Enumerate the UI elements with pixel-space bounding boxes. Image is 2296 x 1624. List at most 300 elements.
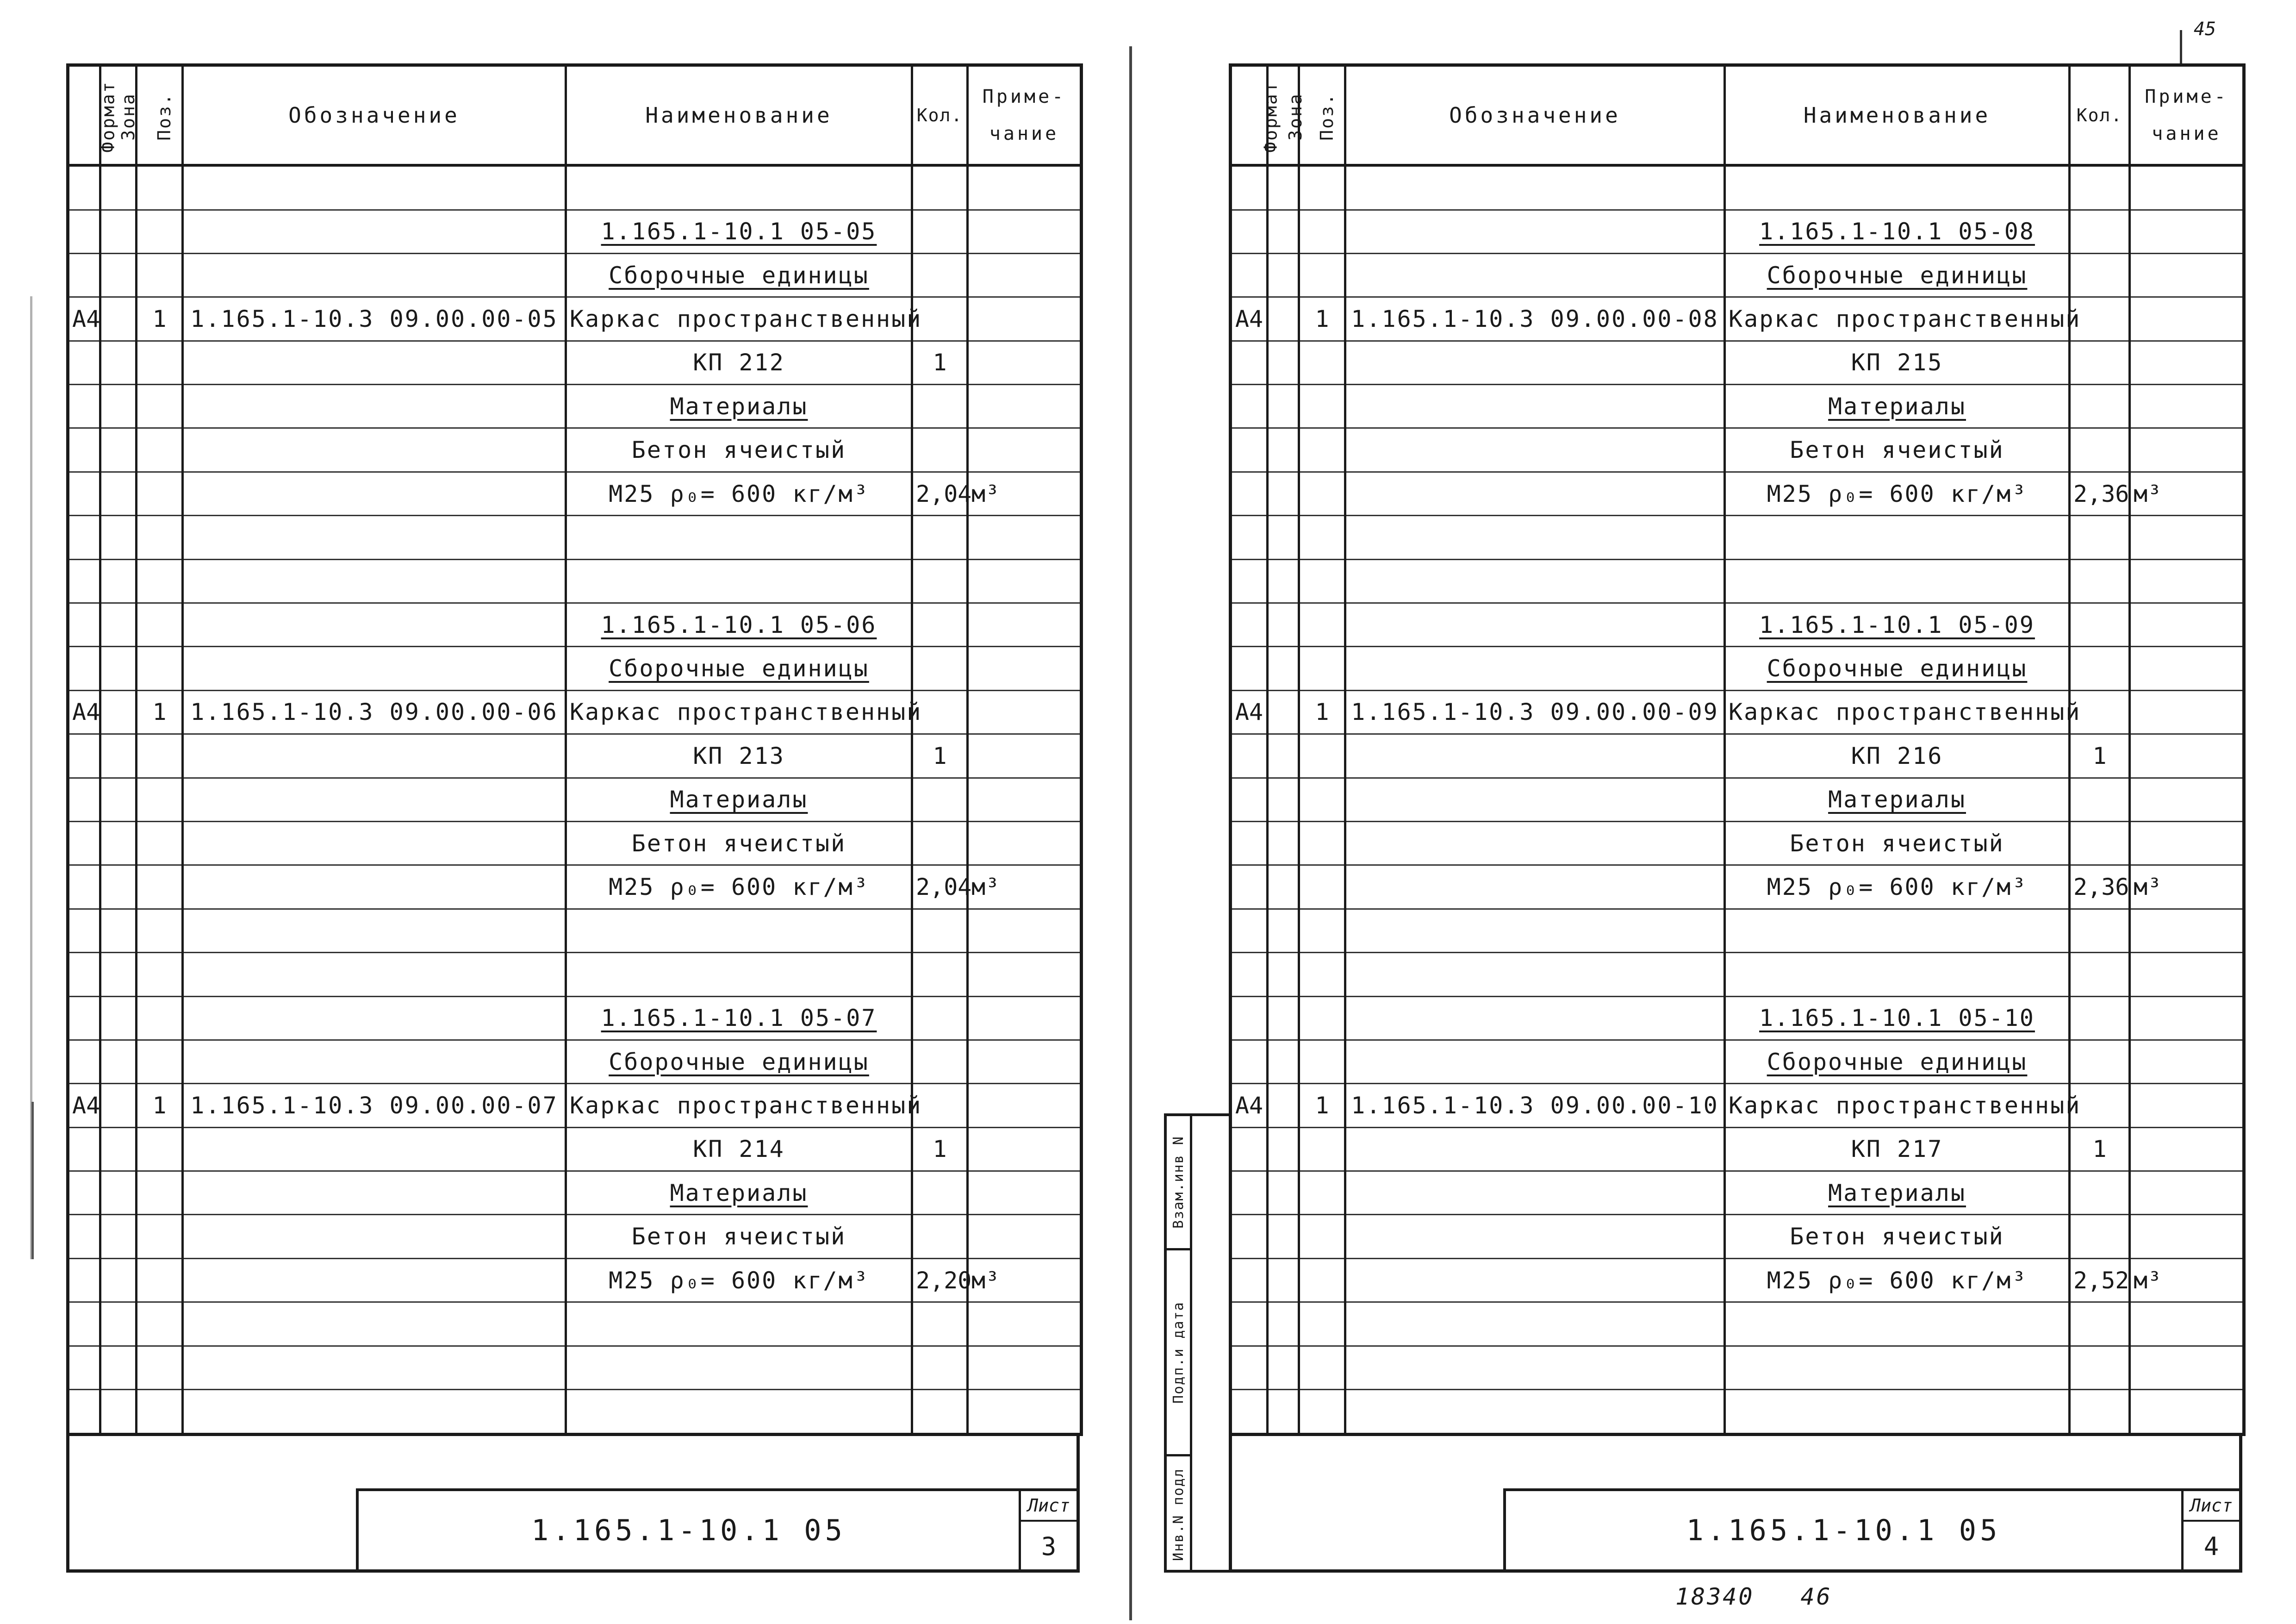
qty-cell bbox=[2070, 778, 2130, 821]
note-cell: м³ bbox=[2130, 1258, 2244, 1302]
left-binding-bracket bbox=[31, 1102, 34, 1259]
spec-body-right bbox=[1231, 165, 2244, 1435]
pos-cell: 1 bbox=[1299, 690, 1345, 734]
name-cell bbox=[566, 909, 912, 952]
col-format-header: Формат bbox=[1231, 65, 1268, 166]
zone-cell bbox=[1268, 953, 1299, 996]
title-block-box bbox=[1503, 1488, 2239, 1569]
designation-cell bbox=[183, 210, 566, 253]
zone-cell bbox=[100, 1346, 137, 1389]
col-designation-header: Обозначение bbox=[183, 65, 566, 166]
pos-cell bbox=[1299, 1346, 1345, 1389]
zone-cell bbox=[1268, 165, 1299, 210]
pos-cell bbox=[1299, 953, 1345, 996]
designation-cell bbox=[1345, 1171, 1725, 1215]
note-cell bbox=[2130, 1346, 2244, 1389]
note-cell bbox=[2130, 428, 2244, 472]
qty-cell bbox=[912, 385, 968, 428]
qty-cell bbox=[2070, 165, 2130, 210]
format-cell bbox=[68, 1258, 100, 1302]
zone-cell bbox=[100, 821, 137, 865]
note-cell bbox=[968, 1127, 1082, 1171]
archive-code: 18340 bbox=[1675, 1583, 1755, 1610]
pos-cell bbox=[1299, 647, 1345, 690]
designation-cell bbox=[1345, 647, 1725, 690]
qty-cell bbox=[2070, 210, 2130, 253]
pos-cell bbox=[1299, 516, 1345, 559]
table-row bbox=[1231, 385, 2244, 428]
zone-cell bbox=[100, 1127, 137, 1171]
name-cell: 1.165.1-10.1 05-10 bbox=[1725, 996, 2070, 1040]
sheet-right bbox=[1229, 63, 2242, 1573]
format-cell: А4 bbox=[68, 690, 100, 734]
format-cell: А4 bbox=[1231, 1084, 1268, 1127]
designation-cell bbox=[183, 1040, 566, 1083]
zone-cell bbox=[100, 472, 137, 515]
note-cell bbox=[968, 778, 1082, 821]
table-row bbox=[68, 734, 1082, 778]
designation-cell bbox=[183, 953, 566, 996]
note-cell bbox=[968, 210, 1082, 253]
note-cell bbox=[2130, 778, 2244, 821]
designation-cell bbox=[1345, 1302, 1725, 1346]
name-cell: Каркас пространственный bbox=[566, 1084, 912, 1127]
note-cell bbox=[2130, 516, 2244, 559]
designation-cell bbox=[1345, 1346, 1725, 1389]
designation-cell: 1.165.1-10.3 09.00.00-08 bbox=[1345, 297, 1725, 341]
note-cell bbox=[968, 165, 1082, 210]
note-cell bbox=[2130, 253, 2244, 297]
pos-cell bbox=[137, 165, 183, 210]
name-cell bbox=[566, 1346, 912, 1389]
header-row bbox=[68, 65, 1082, 166]
note-cell bbox=[968, 253, 1082, 297]
table-row bbox=[68, 428, 1082, 472]
table-row bbox=[68, 165, 1082, 210]
qty-cell bbox=[2070, 821, 2130, 865]
note-cell: м³ bbox=[968, 1258, 1082, 1302]
zone-cell bbox=[1268, 647, 1299, 690]
format-cell bbox=[68, 253, 100, 297]
table-row bbox=[68, 1084, 1082, 1127]
name-cell: 1.165.1-10.1 05-09 bbox=[1725, 603, 2070, 647]
designation-cell bbox=[183, 821, 566, 865]
name-cell: Материалы bbox=[1725, 1171, 2070, 1215]
pos-cell bbox=[1299, 865, 1345, 909]
qty-cell bbox=[912, 1040, 968, 1083]
table-row bbox=[68, 297, 1082, 341]
qty-cell bbox=[2070, 516, 2130, 559]
name-cell: 1.165.1-10.1 05-06 bbox=[566, 603, 912, 647]
zone-cell bbox=[100, 953, 137, 996]
pos-cell bbox=[137, 1215, 183, 1258]
col-pos-header: Поз. bbox=[137, 65, 183, 166]
zone-cell bbox=[1268, 1171, 1299, 1215]
pos-cell: 1 bbox=[137, 1084, 183, 1127]
designation-cell bbox=[1345, 603, 1725, 647]
designation-cell: 1.165.1-10.3 09.00.00-10 bbox=[1345, 1084, 1725, 1127]
name-cell: Материалы bbox=[566, 1171, 912, 1215]
qty-cell bbox=[2070, 953, 2130, 996]
format-cell bbox=[1231, 1390, 1268, 1435]
col-pos-header: Поз. bbox=[1299, 65, 1345, 166]
qty-cell bbox=[912, 516, 968, 559]
qty-cell bbox=[2070, 1040, 2130, 1083]
pos-cell bbox=[1299, 385, 1345, 428]
qty-cell bbox=[912, 1390, 968, 1435]
name-cell bbox=[1725, 1302, 2070, 1346]
qty-cell bbox=[2070, 647, 2130, 690]
qty-cell: 2,04 bbox=[912, 472, 968, 515]
note-cell bbox=[968, 1084, 1082, 1127]
zone-cell bbox=[1268, 1127, 1299, 1171]
note-cell bbox=[2130, 1390, 2244, 1435]
zone-cell bbox=[100, 341, 137, 384]
pos-cell bbox=[1299, 341, 1345, 384]
note-cell bbox=[968, 385, 1082, 428]
format-cell bbox=[1231, 559, 1268, 603]
qty-cell: 1 bbox=[2070, 734, 2130, 778]
table-row bbox=[1231, 1127, 2244, 1171]
table-row bbox=[1231, 1215, 2244, 1258]
name-cell bbox=[566, 516, 912, 559]
pos-cell bbox=[137, 821, 183, 865]
name-cell bbox=[1725, 516, 2070, 559]
zone-cell bbox=[1268, 210, 1299, 253]
designation-cell bbox=[1345, 909, 1725, 952]
qty-cell bbox=[912, 428, 968, 472]
pos-cell bbox=[1299, 253, 1345, 297]
format-cell bbox=[1231, 165, 1268, 210]
pos-cell bbox=[1299, 472, 1345, 515]
col-name-header: Наименование bbox=[566, 65, 912, 166]
sheet-number: 3 bbox=[1041, 1532, 1057, 1561]
zone-cell bbox=[1268, 385, 1299, 428]
pos-cell bbox=[137, 253, 183, 297]
pos-cell bbox=[1299, 778, 1345, 821]
qty-cell: 2,52 bbox=[2070, 1258, 2130, 1302]
pos-cell bbox=[1299, 1258, 1345, 1302]
format-cell bbox=[68, 385, 100, 428]
table-row bbox=[68, 210, 1082, 253]
note-cell bbox=[968, 1302, 1082, 1346]
format-cell bbox=[68, 996, 100, 1040]
format-cell bbox=[1231, 428, 1268, 472]
pos-cell bbox=[137, 1302, 183, 1346]
zone-cell bbox=[1268, 778, 1299, 821]
format-cell bbox=[68, 472, 100, 515]
table-row bbox=[1231, 647, 2244, 690]
header-row bbox=[1231, 65, 2244, 166]
name-cell: М25 ρ₀= 600 кг/м³ bbox=[566, 472, 912, 515]
format-cell bbox=[68, 559, 100, 603]
zone-cell bbox=[1268, 1302, 1299, 1346]
format-cell: А4 bbox=[68, 1084, 100, 1127]
table-row bbox=[68, 1258, 1082, 1302]
table-row bbox=[68, 865, 1082, 909]
format-cell bbox=[1231, 385, 1268, 428]
name-cell: Каркас пространственный bbox=[566, 690, 912, 734]
pos-cell bbox=[137, 865, 183, 909]
note-cell: м³ bbox=[2130, 472, 2244, 515]
designation-cell bbox=[183, 1258, 566, 1302]
pos-cell bbox=[1299, 1215, 1345, 1258]
col-note-header: Приме-чание bbox=[2130, 65, 2244, 166]
name-cell: Бетон ячеистый bbox=[566, 1215, 912, 1258]
note-cell bbox=[2130, 953, 2244, 996]
spec-table-right bbox=[1229, 63, 2246, 1436]
format-cell bbox=[1231, 1127, 1268, 1171]
pos-cell bbox=[137, 472, 183, 515]
note-cell bbox=[2130, 996, 2244, 1040]
designation-cell bbox=[183, 559, 566, 603]
qty-cell bbox=[2070, 603, 2130, 647]
table-row bbox=[1231, 865, 2244, 909]
name-cell: Каркас пространственный bbox=[1725, 690, 2070, 734]
format-cell bbox=[68, 1215, 100, 1258]
side-cell-vzam: Взам.инв N bbox=[1167, 1116, 1192, 1250]
qty-cell bbox=[912, 603, 968, 647]
designation-cell bbox=[1345, 821, 1725, 865]
designation-cell bbox=[1345, 953, 1725, 996]
designation-cell bbox=[183, 1215, 566, 1258]
designation-cell bbox=[183, 778, 566, 821]
name-cell: КП 212 bbox=[566, 341, 912, 384]
qty-cell bbox=[2070, 385, 2130, 428]
pos-cell bbox=[1299, 428, 1345, 472]
qty-cell: 2,36 bbox=[2070, 865, 2130, 909]
designation-cell bbox=[183, 385, 566, 428]
designation-cell bbox=[183, 996, 566, 1040]
note-cell bbox=[968, 1390, 1082, 1435]
format-cell bbox=[68, 165, 100, 210]
title-block-left bbox=[66, 1436, 1080, 1573]
designation-cell bbox=[1345, 1040, 1725, 1083]
spec-body-left bbox=[68, 165, 1082, 1435]
zone-cell bbox=[1268, 516, 1299, 559]
qty-cell bbox=[2070, 1390, 2130, 1435]
name-cell: Бетон ячеистый bbox=[1725, 821, 2070, 865]
table-row bbox=[1231, 472, 2244, 515]
qty-cell bbox=[912, 1171, 968, 1215]
name-cell: Бетон ячеистый bbox=[566, 821, 912, 865]
name-cell: 1.165.1-10.1 05-05 bbox=[566, 210, 912, 253]
format-cell bbox=[68, 603, 100, 647]
name-cell bbox=[1725, 953, 2070, 996]
note-cell bbox=[968, 341, 1082, 384]
table-row bbox=[1231, 210, 2244, 253]
sheet-label: Лист bbox=[2184, 1491, 2239, 1522]
table-row bbox=[68, 1171, 1082, 1215]
designation-cell bbox=[183, 1127, 566, 1171]
table-row bbox=[68, 1390, 1082, 1435]
qty-cell bbox=[912, 165, 968, 210]
designation-cell bbox=[1345, 865, 1725, 909]
zone-cell bbox=[1268, 1084, 1299, 1127]
pos-cell bbox=[1299, 1040, 1345, 1083]
note-cell bbox=[968, 1040, 1082, 1083]
zone-cell bbox=[100, 647, 137, 690]
zone-cell bbox=[1268, 253, 1299, 297]
designation-cell bbox=[183, 1346, 566, 1389]
col-note-header: Приме-чание bbox=[968, 65, 1082, 166]
name-cell: Сборочные единицы bbox=[566, 1040, 912, 1083]
table-row bbox=[68, 647, 1082, 690]
table-row bbox=[68, 1127, 1082, 1171]
format-cell bbox=[1231, 1258, 1268, 1302]
table-row bbox=[68, 253, 1082, 297]
note-cell bbox=[2130, 909, 2244, 952]
format-cell: А4 bbox=[1231, 297, 1268, 341]
designation-cell bbox=[1345, 1258, 1725, 1302]
table-row bbox=[68, 1215, 1082, 1258]
format-cell bbox=[68, 341, 100, 384]
designation-cell bbox=[183, 647, 566, 690]
note-cell bbox=[968, 1171, 1082, 1215]
note-cell bbox=[2130, 559, 2244, 603]
qty-cell bbox=[2070, 428, 2130, 472]
pos-cell bbox=[1299, 1127, 1345, 1171]
designation-cell bbox=[1345, 385, 1725, 428]
qty-cell bbox=[912, 909, 968, 952]
note-cell bbox=[2130, 1127, 2244, 1171]
table-row bbox=[68, 996, 1082, 1040]
zone-cell bbox=[1268, 821, 1299, 865]
name-cell bbox=[566, 1302, 912, 1346]
format-cell bbox=[1231, 516, 1268, 559]
table-row bbox=[1231, 297, 2244, 341]
document-code: 1.165.1-10.1 05 bbox=[531, 1513, 846, 1547]
designation-cell bbox=[1345, 341, 1725, 384]
document-code: 1.165.1-10.1 05 bbox=[1686, 1513, 2001, 1547]
note-cell bbox=[2130, 821, 2244, 865]
name-cell bbox=[1725, 909, 2070, 952]
name-cell: М25 ρ₀= 600 кг/м³ bbox=[566, 865, 912, 909]
format-cell bbox=[68, 909, 100, 952]
table-row bbox=[1231, 341, 2244, 384]
zone-cell bbox=[1268, 341, 1299, 384]
designation-cell bbox=[183, 1302, 566, 1346]
note-cell: м³ bbox=[2130, 865, 2244, 909]
pos-cell bbox=[137, 647, 183, 690]
format-cell bbox=[1231, 210, 1268, 253]
designation-cell: 1.165.1-10.3 09.00.00-05 bbox=[183, 297, 566, 341]
note-cell: м³ bbox=[968, 472, 1082, 515]
table-row bbox=[68, 603, 1082, 647]
note-cell bbox=[968, 297, 1082, 341]
table-row bbox=[68, 1302, 1082, 1346]
note-cell bbox=[2130, 297, 2244, 341]
pos-cell bbox=[137, 603, 183, 647]
qty-cell bbox=[2070, 1302, 2130, 1346]
name-cell: Материалы bbox=[566, 385, 912, 428]
table-row bbox=[68, 1346, 1082, 1389]
table-row bbox=[1231, 996, 2244, 1040]
zone-cell bbox=[1268, 734, 1299, 778]
note-cell bbox=[2130, 210, 2244, 253]
table-row bbox=[68, 385, 1082, 428]
table-row bbox=[1231, 603, 2244, 647]
table-row bbox=[68, 341, 1082, 384]
archive-page: 46 bbox=[1800, 1583, 1832, 1610]
zone-cell bbox=[100, 1258, 137, 1302]
pos-cell bbox=[137, 428, 183, 472]
side-cell-inv: Инв.N подл bbox=[1167, 1456, 1192, 1573]
pos-cell bbox=[1299, 821, 1345, 865]
format-cell bbox=[1231, 909, 1268, 952]
name-cell: Сборочные единицы bbox=[1725, 1040, 2070, 1083]
designation-cell bbox=[1345, 428, 1725, 472]
format-cell bbox=[1231, 1171, 1268, 1215]
zone-cell bbox=[1268, 909, 1299, 952]
qty-cell: 1 bbox=[912, 1127, 968, 1171]
qty-cell: 1 bbox=[912, 734, 968, 778]
zone-cell bbox=[100, 165, 137, 210]
name-cell: Материалы bbox=[1725, 778, 2070, 821]
qty-cell: 1 bbox=[2070, 1127, 2130, 1171]
side-cell-podp: Подп.и дата bbox=[1167, 1250, 1192, 1456]
qty-cell bbox=[2070, 909, 2130, 952]
col-zone-header: Зона bbox=[1268, 65, 1299, 166]
note-cell bbox=[968, 1215, 1082, 1258]
format-cell bbox=[68, 647, 100, 690]
col-qty-header: Кол. bbox=[912, 65, 968, 166]
pos-cell bbox=[137, 909, 183, 952]
designation-cell bbox=[1345, 734, 1725, 778]
name-cell: Сборочные единицы bbox=[566, 647, 912, 690]
pos-cell bbox=[1299, 734, 1345, 778]
zone-cell bbox=[1268, 690, 1299, 734]
title-block-right bbox=[1229, 1436, 2242, 1573]
table-row bbox=[1231, 1258, 2244, 1302]
name-cell: КП 216 bbox=[1725, 734, 2070, 778]
zone-cell bbox=[100, 1215, 137, 1258]
zone-cell bbox=[100, 778, 137, 821]
zone-cell bbox=[1268, 1258, 1299, 1302]
format-cell bbox=[68, 1040, 100, 1083]
table-row bbox=[1231, 953, 2244, 996]
name-cell: М25 ρ₀= 600 кг/м³ bbox=[1725, 1258, 2070, 1302]
designation-cell bbox=[183, 734, 566, 778]
pos-cell bbox=[137, 953, 183, 996]
note-cell bbox=[968, 690, 1082, 734]
table-row bbox=[68, 953, 1082, 996]
zone-cell bbox=[100, 996, 137, 1040]
zone-cell bbox=[100, 690, 137, 734]
table-row bbox=[1231, 253, 2244, 297]
qty-cell: 2,36 bbox=[2070, 472, 2130, 515]
name-cell bbox=[566, 165, 912, 210]
name-cell: М25 ρ₀= 600 кг/м³ bbox=[566, 1258, 912, 1302]
qty-cell: 1 bbox=[912, 341, 968, 384]
designation-cell bbox=[183, 603, 566, 647]
zone-cell bbox=[100, 516, 137, 559]
zone-cell bbox=[1268, 1040, 1299, 1083]
table-row bbox=[68, 472, 1082, 515]
pos-cell bbox=[137, 1127, 183, 1171]
zone-cell bbox=[100, 865, 137, 909]
name-cell: Бетон ячеистый bbox=[1725, 428, 2070, 472]
format-cell bbox=[68, 778, 100, 821]
table-row bbox=[1231, 1040, 2244, 1083]
name-cell bbox=[1725, 165, 2070, 210]
name-cell: Бетон ячеистый bbox=[566, 428, 912, 472]
table-row bbox=[1231, 821, 2244, 865]
qty-cell bbox=[912, 1215, 968, 1258]
note-cell bbox=[2130, 341, 2244, 384]
col-format-header: Формат bbox=[68, 65, 100, 166]
format-cell bbox=[1231, 1215, 1268, 1258]
